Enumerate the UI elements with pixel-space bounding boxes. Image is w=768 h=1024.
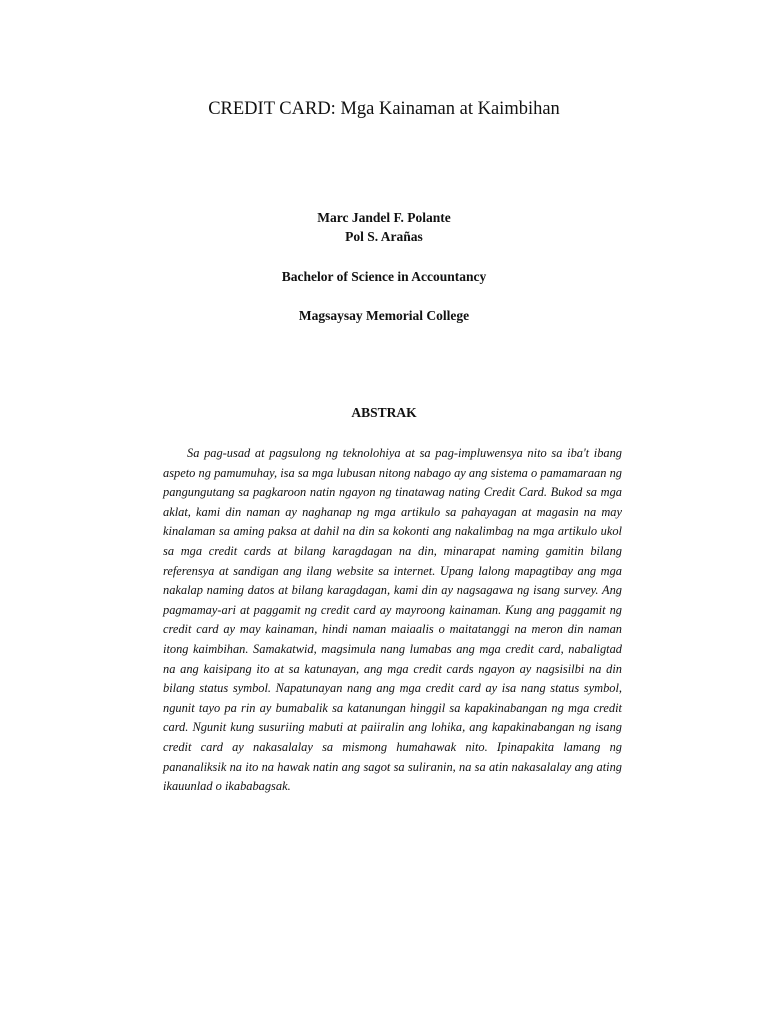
abstract-heading: ABSTRAK — [351, 405, 417, 420]
degree-program: Bachelor of Science in Accountancy — [281, 269, 487, 284]
abstract-text: Sa pag-usad at pagsulong ng teknolohiya at sa pag-impluwensya nito sa iba't ibang aspeto ng pamumuhay, isa sa mga lubusan nitong nabago ay ang sistema o pamamaraan ng pangungutang sa pagkaroon natin ngayon ng tinatawag nating Credit Card. Bukod sa mga aklat, kami din naman ay naghanap ng mga artikulo sa pahayagan at magasin na may kinalaman sa aming paksa at dahil na din sa kokonti ang nakalimbag na mga artikulo ukol sa mga credit cards at bilang karagdagan na din, minarapat naming gamitin bilang referensya at sandigan ang ilang website sa internet. Upang lalong mapagtibay ang mga nakalap naming datos at bilang karagdagan, kami din ay nagsagawa ng isang survey. Ang pagmamay-ari at paggamit ng credit card ay mayroong kainaman. Kung ang paggamit ng credit card ay may kainaman, hindi naman maiaalis o maitatanggi na meron din naman itong kaimbihan. Samakatwid, magsimula nang lumabas ang mga credit card, nabaligtad na ang kaisipang ito at sa katunayan, ang mga credit cards ngayon ay nagsisilbi na din bilang status symbol. Napatunayan nang ang mga credit card ay isa nang status symbol, ngunit tayo pa rin ay bumabalik sa katanungan hinggil sa kapakinabangan ng mga credit card. Ngunit kung susuriing mabuti at paiiralin ang lohika, ang kapakinabangan ng isang credit card ay nakasalalay sa mismong humahawak nito. Ipinapakita lamang ng pananaliksik na ito na hawak natin ang sagot sa suliranin, na sa atin nakasalalay ang ating ikauunlad o ikababagsak. — [163, 446, 622, 794]
college-name: Magsaysay Memorial College — [298, 308, 470, 323]
author-name: Pol S. Arañas — [345, 229, 423, 244]
page-title: CREDIT CARD: Mga Kainaman at Kaimbihan — [208, 99, 560, 119]
author-name: Marc Jandel F. Polante — [317, 210, 451, 225]
author-list — [0, 208, 768, 246]
